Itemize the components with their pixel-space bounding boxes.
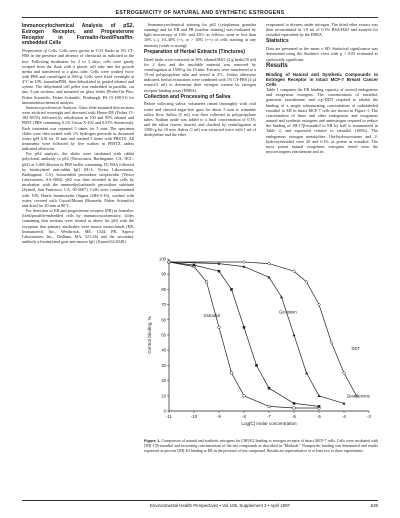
- data-point: [193, 264, 196, 267]
- y-tick-label: 40: [161, 347, 166, 353]
- series-line-zearalenone: [169, 262, 319, 406]
- y-tick-label: 70: [161, 302, 166, 308]
- x-tick-label: -9: [217, 414, 221, 419]
- x-axis-label: Log[C] molar concentration: [241, 421, 297, 426]
- series-label-ddt: DDT: [351, 346, 361, 352]
- column-2: [144, 22, 256, 138]
- data-point: [318, 394, 321, 397]
- data-point: [293, 333, 296, 336]
- section-heading-herbal: Preparation of Herbal Extracts (Tinctures): [144, 48, 245, 55]
- paragraph-label: Immunocytochemical Analysis.: [26, 104, 78, 110]
- series-label-genistein: Genistein: [279, 309, 297, 315]
- data-point: [318, 303, 321, 306]
- y-tick-label: 0: [163, 408, 166, 414]
- page-number: 639: [370, 503, 378, 508]
- data-point: [218, 270, 221, 273]
- x-tick-label: -8: [242, 414, 246, 419]
- data-point: [318, 405, 321, 408]
- paragraph: Dried herbs were extracted in 50% ethanol/H2O (2 g herbs/10 ml) for 2 days and the insoluble material was removed by centrifugation at 1500×g for 10 min. Extracts were transferred to a 15-ml polypropylene tube and stored at 4°C. Unless otherwise indicated, herbal extractions were combined with 1% CT-FBS (4 μl extract/2 ml) to determine their estrogen content by estrogen receptor binding assay (ERBA).: [144, 56, 256, 93]
- x-tick-label: -5: [317, 414, 321, 419]
- y-tick-label: 10: [161, 393, 166, 399]
- x-tick-label: -10: [190, 414, 198, 419]
- data-point: [268, 405, 271, 408]
- header-rule: [22, 17, 378, 18]
- caption-label: Figure 1.: [144, 438, 161, 443]
- data-point: [293, 407, 296, 410]
- data-point: [205, 280, 208, 283]
- column-1: [22, 22, 134, 244]
- figure-caption: [144, 439, 378, 453]
- data-point: [243, 326, 246, 329]
- paragraph: Immunocytochemical staining for pS2 (cytoplasmic granular staining) and for ER and PR (nuclear staining) was evaluated by light microscopy at 100× and 250× as follows: none or less than 10% (–), 10–40% (+), or > 40% (++) of cells staining at any intensity (weak to strong).: [144, 22, 256, 48]
- paragraph: Data are presented as the mean ± SD. Statistical significance was determined using the Student's t-test with p < 0.05 evaluated as statistically significant.: [266, 46, 378, 62]
- paragraph: evaporated to dryness under nitrogen. The dried ether extract was then reconstituted in 1.0 ml of 0.1% BSA/H2O and assayed for estradiol equivalent by the ERBA.: [266, 22, 378, 38]
- data-point: [255, 364, 258, 367]
- section-heading-statistics: Statistics: [266, 38, 289, 45]
- data-point: [230, 288, 233, 291]
- y-tick-label: 50: [161, 332, 166, 338]
- data-point: [305, 371, 308, 374]
- footer-journal: Environmental Health Perspectives • Vol 105, Supplement 3 • April 1997: [150, 503, 290, 508]
- series-label-zearalenone: Zearalenone: [346, 393, 371, 399]
- subsection-heading-binding: Binding of Natural and Synthetic Compounds to Estrogen Receptor in Intact MCF-7 Breast Cancer Cells: [266, 71, 378, 87]
- figure-1-chart: [143, 251, 379, 436]
- y-tick-label: 80: [161, 286, 166, 292]
- y-tick-label: 90: [161, 271, 166, 277]
- column-3: [266, 22, 378, 154]
- paragraph-text: Cells were grown in T-25 flasks in 5% CT-FBS in the presence and absence of chemicals as indicated in the text. Following incubation for 2 to 3 days, cells were gently scraped from the flask with a plastic cell rake into the growth media and transferred to a glass tube. Cells were washed twice with PBS and centrifuged at 500×g. Cells were fixed overnight at 4°C in 10% formalin/PBS, then dehydrated in graded ethanol and xylene. The dehydrated cell pellet was embedded in paraffin, cut into 5-μm sections, and mounted on glass slides (Probe-On Plus, Fisher Scientific, Fisher Scientific, Pittsburgh, PA 15-188-51) for immunohistochemical analysis.: [22, 48, 134, 105]
- paragraph: Table 1 compares the ER binding capacity of several endogenous and exogenous estrogens. The concentrations of estradiol, genistein, zearalenone, and o,p'-DDT required to inhibit the binding of a single subsaturating concentration of radiolabeled estradiol to ER in intact MCF-7 cells are shown in Figure 1. The concentration of these and other endogenous and exogenous natural and synthetic estrogens and antiestrogen required to reduce the binding of 3H-17β-estradiol to ER by half is summarized in Table 2, and expressed relative to estradiol (100%). The endogenous estrogen metabolites 16α-hydroxyestrone and 2-hydroxyestradiol were 20 and 0.1% as potent as estradiol. The most potent natural exogenous estrogens tested were the mycoestrogens zearalenone and its: [266, 87, 378, 155]
- series-line-ddt: [169, 262, 357, 396]
- y-axis-label: Control binding, %: [147, 316, 152, 354]
- x-tick-label: -7: [267, 414, 271, 419]
- y-tick-label: 30: [161, 362, 166, 368]
- section-heading-results: Results: [266, 62, 288, 69]
- paragraph-text: Glass slide mounted thin sections were air-dried overnight and dewaxed with Hemo-DE (Fisher 15-182-507A) followed by rehydration in 100 and 95% ethanol and PBST (PBS containing 0.1% Triton X-102 and 0.01% thimerosal). Each treatment was repeated 5 times for 5 min. The specimen slides were then treated with 1% hydrogen peroxide in deionized water (pH 6.0) for 15 min and washed 5 times with PBSTX. All treatments were followed by five washes in PBSTX unless indicated otherwise.: [22, 104, 134, 152]
- paragraph-label: Preparation of Cells.: [22, 48, 58, 54]
- paragraph: For detection of ER and progesterone receptor (PR) in formalin-fixed/paraffin-embedded cells by immunocytochemistry, slides containing thin sections were treated as above for pS2 with the exception that primary antibodies were mouse monoclonals (ER, Immunotech, Inc., Westbrook, ME, 1544; PR, Sapeco Laboratories, Inc., Dedham, MA, 521-26) and the secondary antibody a biotinylated goat anti-mouse IgG (Zymed 62-6540).: [22, 208, 134, 244]
- data-point: [243, 394, 246, 397]
- data-point: [343, 371, 346, 374]
- series-label-estradiol: Estradiol: [204, 312, 221, 318]
- x-tick-label: -3: [367, 414, 371, 419]
- data-point: [243, 260, 246, 263]
- y-tick-label: 20: [161, 378, 166, 384]
- x-tick-label: -11: [166, 414, 172, 419]
- paragraph: [22, 48, 134, 105]
- y-tick-label: 100: [159, 256, 166, 262]
- caption-text: Comparison of natural and synthetic estrogens for [3H]-E2 binding to estrogen receptor of intact MCF-7 cells. Cells were incubated with [3H]-17β-estradiol and increasing concentrations of the test compounds as described in "Methods." Nonspecific binding was determined and results expressed as percent [3H]-E2 binding to ER in the presence of test compound. Results are representative of at least two or three experiments.: [144, 439, 378, 453]
- data-point: [230, 372, 233, 375]
- data-point: [218, 326, 221, 329]
- footer-rule: [22, 500, 378, 501]
- y-tick-label: 60: [161, 317, 166, 323]
- paragraph: [22, 105, 134, 151]
- series-line-estradiol: [169, 262, 319, 408]
- section-heading-immuno: Immunocytochemical Analysis of pS2, Estrogen Receptor, and Progesterone Receptor in Formalin-fixed/Paraffin-embedded Cells: [22, 23, 134, 47]
- section-heading-saliva: Collection and Processing of Saliva: [144, 93, 231, 100]
- x-tick-label: -6: [292, 414, 296, 419]
- running-header: ESTROGENICITY OF NATURAL AND SYNTHETIC ESTROGENS: [115, 10, 285, 16]
- paragraph: Before collecting saliva, volunteers rinsed thoroughly with cool water and chewed sugar-free gum for about 5 min to stimulate saliva flow. Saliva (5 ml) was then collected in polypropylene tubes. Sodium azide was added to a final concentration of 0.1% and the saliva frozen, thawed, and clarified by centrifugation at 1500×g for 10 min. Saliva (1 ml) was extracted twice with 1 ml of diethylether and the ether: [144, 101, 256, 138]
- paragraph: For pS2 analysis, the slides were incubated with rabbit polyclonal antibody to pS2 (Novocastra, Burlingame, CA, NCL-pS2) at 1/400 dilution in PBS buffer containing 1% BSA followed by biotinylated anti-rabbit IgG (H+L, Vector Laboratories, Burlingame, CA), horseradish peroxidase streptavidin (Vector Laboratories, SA-5004). pS2 was then revealed in the cells by incubation with the aminoethylcarbazole peroxidase substrate (Zymed, San Francisco, CA, 00-2007). Cells were counterstained with 10% Harris hematoxylin (Sigma GHS-3-16), washed with water, covered with Crystal/Mount (Biomeda, Fisher Scientific) and dried for 20 min at 80°C.: [22, 151, 134, 208]
- series-line-genistein: [169, 262, 344, 403]
- data-point: [268, 387, 271, 390]
- data-point: [293, 402, 296, 405]
- data-point: [268, 262, 271, 265]
- data-point: [330, 341, 333, 344]
- x-tick-label: -4: [342, 414, 346, 419]
